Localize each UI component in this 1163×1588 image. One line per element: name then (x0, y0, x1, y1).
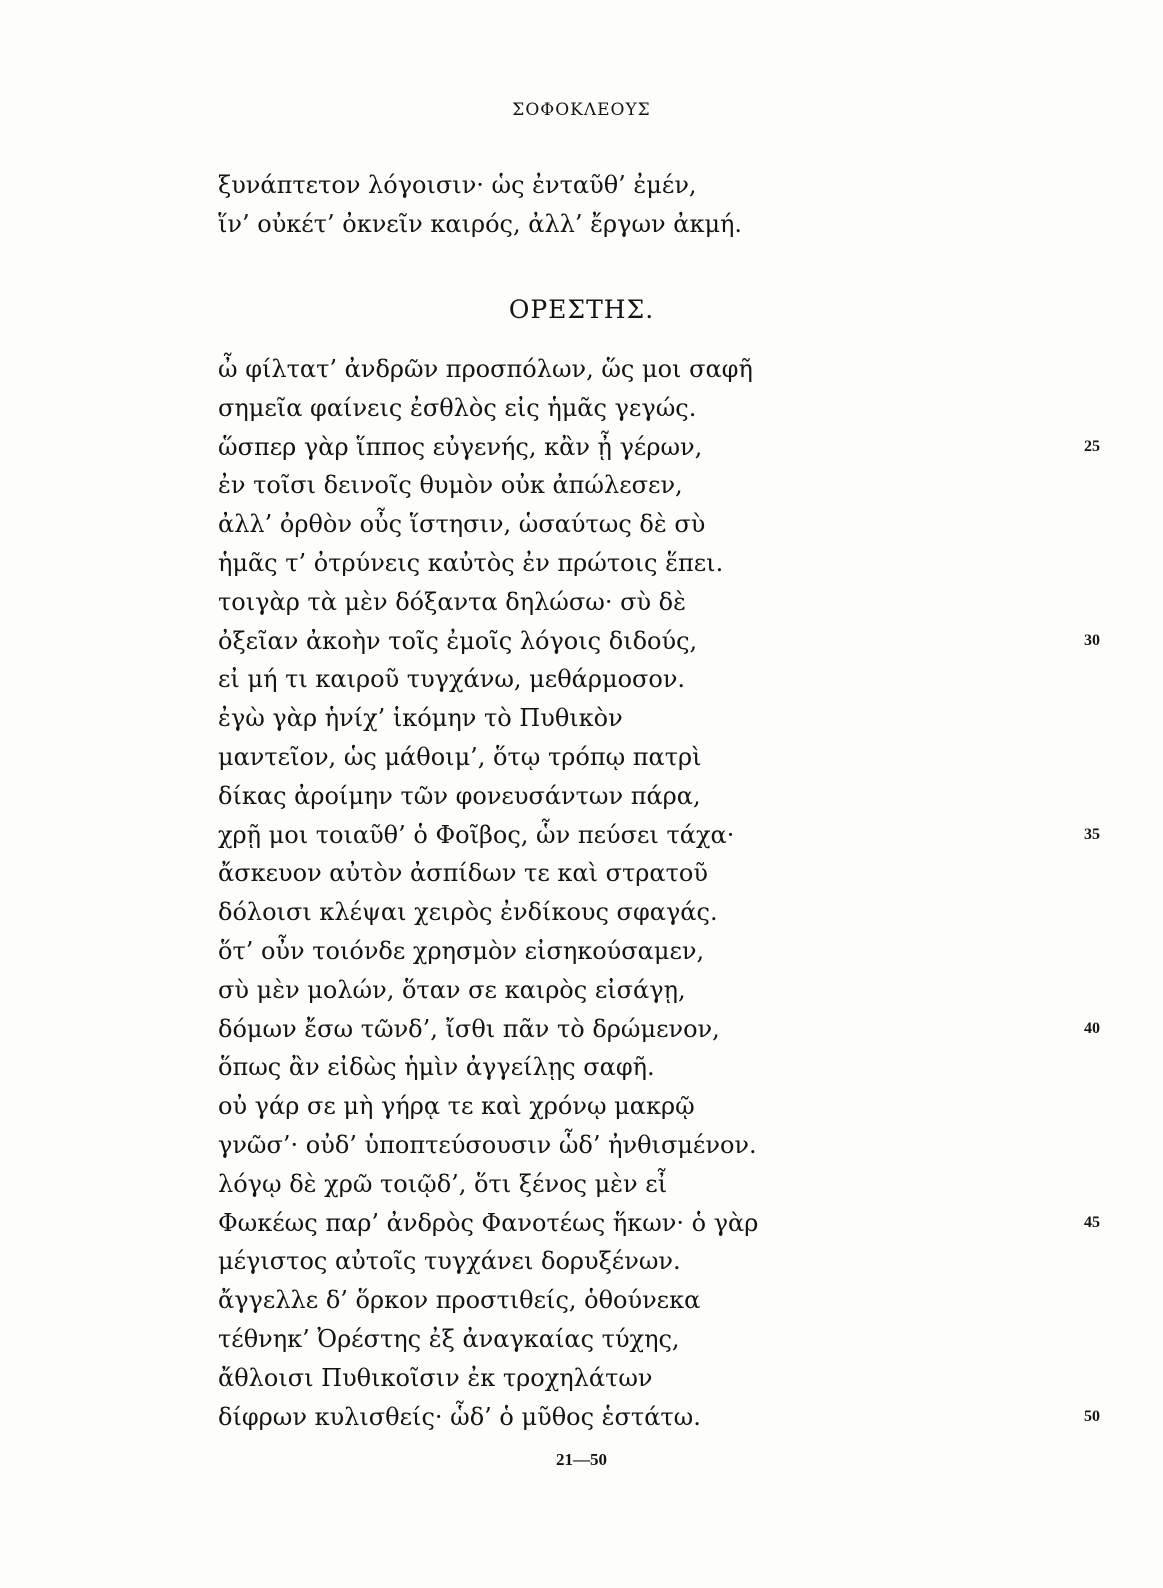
verse-line (218, 1359, 758, 1398)
verse-line (218, 544, 758, 583)
verse-text: ὦ φίλτατ’ ἀνδρῶν προσπόλων, ὥς μοι σαφῆ (218, 355, 753, 383)
verse-line (218, 816, 1100, 855)
verse-line (218, 854, 758, 893)
verse-text: ὀξεῖαν ἀκοὴν τοῖς ἐμοῖς λόγοις διδούς, (218, 626, 698, 655)
verse-text: μέγιστος αὐτοῖς τυγχάνει δορυξένων. (218, 1247, 681, 1276)
verse-text: ὥσπερ γὰρ ἵππος εὐγενής, κἂν ᾖ γέρων, (218, 432, 703, 461)
line-number: 45 (1084, 1213, 1100, 1231)
verse-text: τοιγὰρ τὰ μὲν δόξαντα δηλώσω· σὺ δὲ (218, 587, 687, 616)
verse-text: ἀλλ’ ὀρθὸν οὖς ἵστησιν, ὡσαύτως δὲ σὺ (218, 510, 706, 539)
verse-line (218, 932, 758, 971)
verse-text: ἐγὼ γὰρ ἡνίχ’ ἱκόμην τὸ Πυθικὸν (218, 704, 623, 733)
verse-text: ξυνάπτετον λόγοισιν· ὡς ἐνταῦθ’ ἐμέν, (218, 171, 697, 199)
opening-verse-block (218, 166, 742, 244)
verse-text: τέθνηκ’ Ὀρέστης ἐξ ἀναγκαίας τύχης, (218, 1324, 680, 1353)
verse-line (218, 1204, 1100, 1243)
line-number: 35 (1084, 825, 1100, 843)
speech-verse-block (218, 350, 1100, 1436)
running-head: ΣΟΦΟΚΛΕΟΥΣ (512, 100, 651, 120)
verse-line (218, 1087, 758, 1126)
verse-text: δόμων ἔσω τῶνδ’, ἴσθι πᾶν τὸ δρώμενον, (218, 1014, 720, 1043)
verse-text: γνῶσ’· οὐδ’ ὑποπτεύσουσιν ὧδ’ ἠνθισμένον. (218, 1130, 757, 1159)
verse-line (218, 166, 742, 205)
verse-line (218, 1010, 1100, 1049)
verse-text: σὺ μὲν μολών, ὅταν σε καιρὸς εἰσάγῃ, (218, 975, 686, 1004)
verse-text: ἄγγελλε δ’ ὅρκον προστιθείς, ὁθούνεκα (218, 1286, 701, 1315)
verse-line (218, 1281, 758, 1320)
verse-line (218, 777, 758, 816)
verse-text: δίκας ἀροίμην τῶν φονευσάντων πάρα, (218, 781, 701, 810)
verse-text: σημεῖα φαίνεις ἐσθλὸς εἰς ἡμᾶς γεγώς. (218, 393, 697, 422)
verse-line (218, 1398, 1100, 1437)
verse-line (218, 389, 758, 428)
verse-line (218, 428, 1100, 467)
verse-text: ἵν’ οὐκέτ’ ὀκνεῖν καιρός, ἀλλ’ ἔργων ἀκμή. (218, 209, 743, 238)
verse-line (218, 466, 758, 505)
verse-text: ἄσκευον αὐτὸν ἀσπίδων τε καὶ στρατοῦ (218, 859, 708, 888)
verse-line (218, 699, 758, 738)
verse-text: δόλοισι κλέψαι χειρὸς ἐνδίκους σφαγάς. (218, 898, 718, 927)
verse-line (218, 205, 742, 244)
verse-line (218, 893, 758, 932)
line-range-footer: 21—50 (556, 1450, 607, 1469)
line-number: 40 (1084, 1019, 1100, 1037)
verse-text: μαντεῖον, ὡς μάθοιμ’, ὅτῳ τρόπῳ πατρὶ (218, 742, 702, 771)
line-number: 30 (1084, 631, 1100, 649)
verse-text: εἰ μή τι καιροῦ τυγχάνω, μεθάρμοσον. (218, 665, 686, 694)
verse-text: δίφρων κυλισθείς· ὧδ’ ὁ μῦθος ἑστάτω. (218, 1402, 701, 1431)
verse-line (218, 660, 758, 699)
verse-line (218, 1126, 758, 1165)
verse-line (218, 350, 758, 389)
verse-line (218, 1320, 758, 1359)
line-number: 25 (1084, 437, 1100, 455)
verse-line (218, 622, 1100, 661)
verse-text: ὅπως ἂν εἰδὼς ἡμὶν ἀγγείλῃς σαφῆ. (218, 1053, 655, 1082)
verse-line (218, 505, 758, 544)
verse-line (218, 1165, 758, 1204)
speaker-heading: ΟΡΕΣΤΗΣ. (508, 295, 655, 324)
verse-line (218, 583, 758, 622)
verse-text: ἡμᾶς τ’ ὀτρύνεις καὐτὸς ἐν πρώτοις ἕπει. (218, 548, 724, 577)
verse-text: Φωκέως παρ’ ἀνδρὸς Φανοτέως ἥκων· ὁ γὰρ (218, 1208, 759, 1237)
verse-line (218, 1048, 758, 1087)
verse-line (218, 971, 758, 1010)
verse-text: ὅτ’ οὖν τοιόνδε χρησμὸν εἰσηκούσαμεν, (218, 936, 705, 965)
verse-text: λόγῳ δὲ χρῶ τοιῷδ’, ὅτι ξένος μὲν εἶ (218, 1169, 668, 1198)
verse-line (218, 1242, 758, 1281)
line-number: 50 (1084, 1407, 1100, 1425)
verse-text: οὐ γάρ σε μὴ γήρᾳ τε καὶ χρόνῳ μακρῷ (218, 1092, 695, 1121)
verse-line (218, 738, 758, 777)
verse-text: ἐν τοῖσι δεινοῖς θυμὸν οὐκ ἀπώλεσεν, (218, 471, 683, 500)
verse-text: χρῇ μοι τοιαῦθ’ ὁ Φοῖβος, ὧν πεύσει τάχα· (218, 820, 735, 849)
verse-text: ἄθλοισι Πυθικοῖσιν ἐκ τροχηλάτων (218, 1363, 653, 1392)
